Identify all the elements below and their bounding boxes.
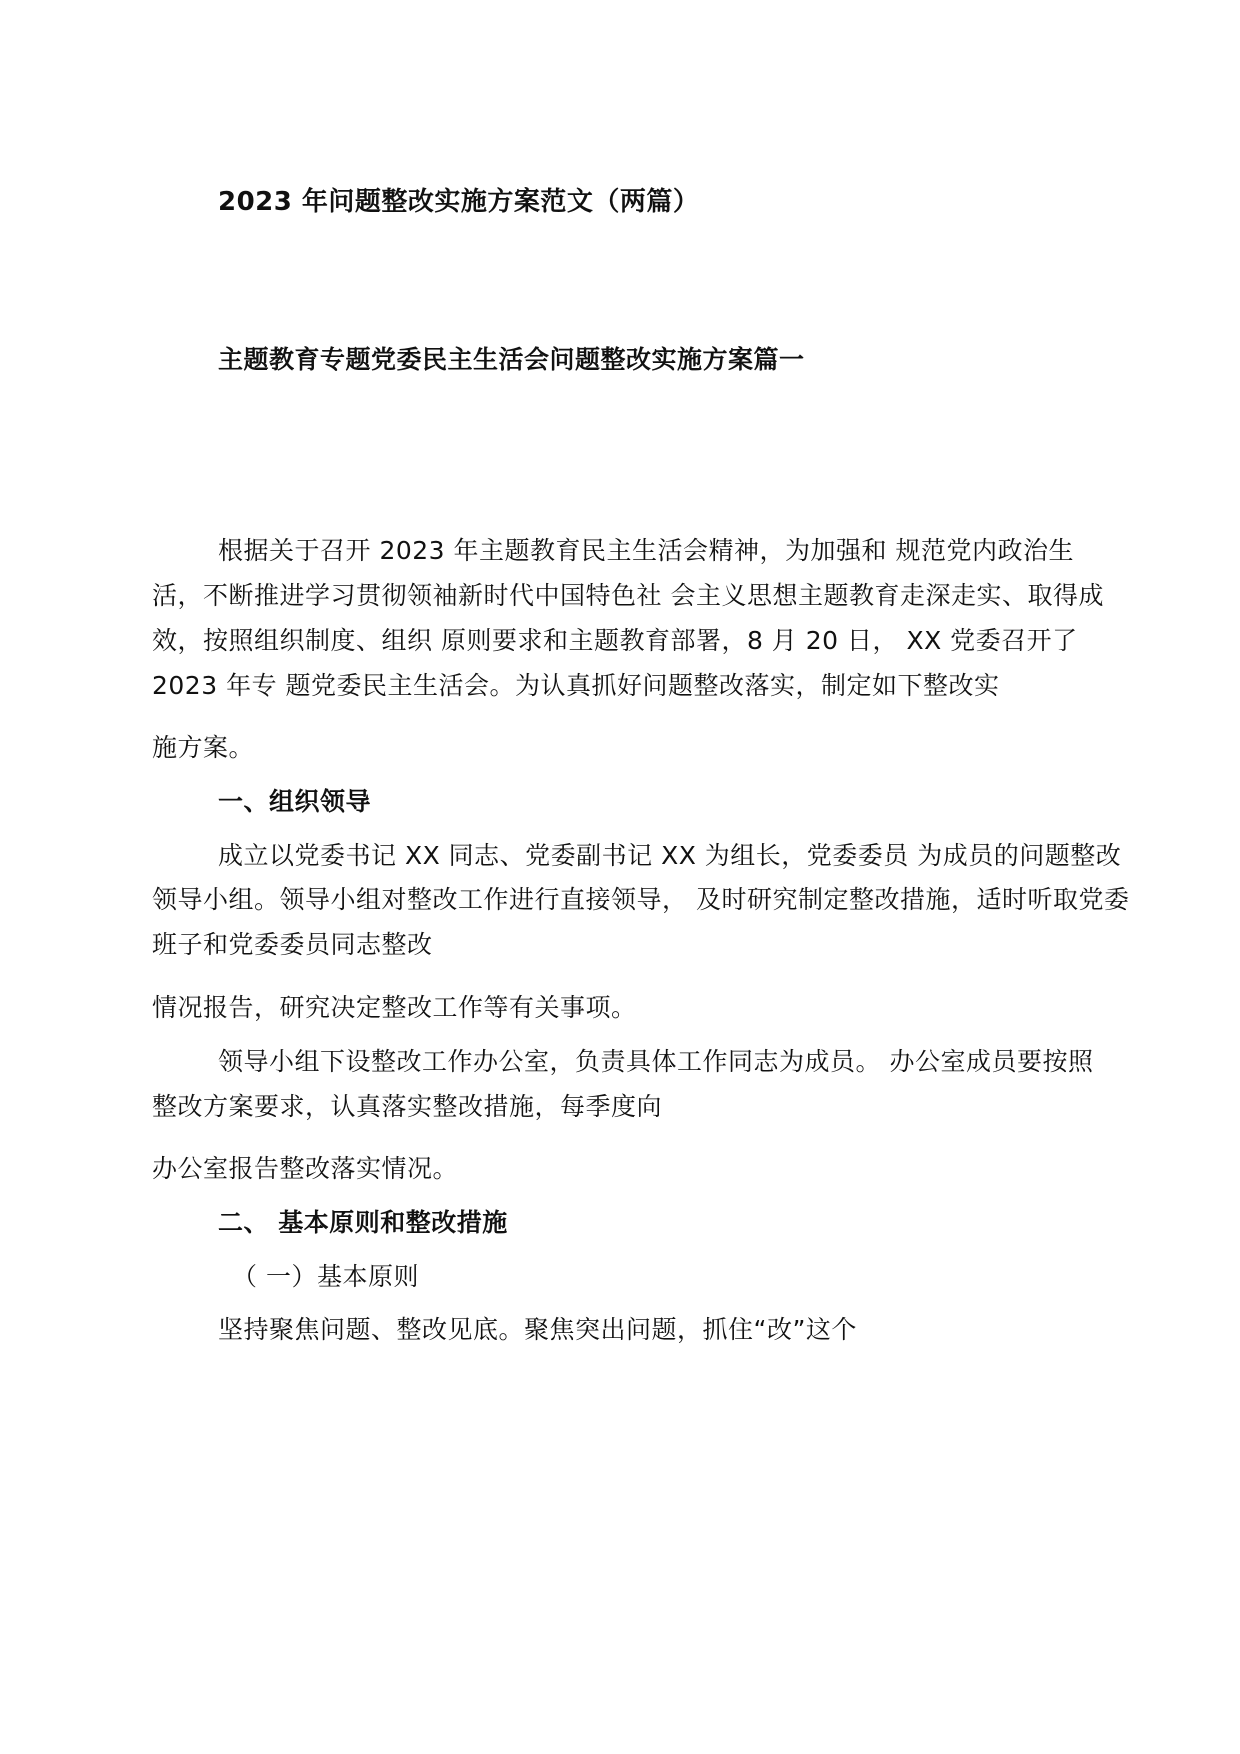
paragraph-line: 施方案。 xyxy=(152,733,255,762)
paragraph-line: 情况报告，研究决定整改工作等有关事项。 xyxy=(152,993,637,1022)
paragraph-line: 2023 年专 题党委民主生活会。为认真抓好问题整改落实，制定如下整改实 xyxy=(152,671,1000,700)
section-heading: 二、 基本原则和整改措施 xyxy=(218,1208,508,1237)
paragraph-line: 坚持聚焦问题、整改见底。聚焦突出问题，抓住“改”这个 xyxy=(218,1315,857,1344)
paragraph-line: 班子和党委委员同志整改 xyxy=(152,930,433,959)
paragraph-line: 根据关于召开 2023 年主题教育民主生活会精神，为加强和 规范党内政治生 xyxy=(218,536,1074,565)
paragraph-line: 活，不断推进学习贯彻领袖新时代中国特色社 会主义思想主题教育走深走实、取得成 xyxy=(152,581,1104,610)
subsection-heading: （ 一）基本原则 xyxy=(232,1262,419,1291)
paragraph-line: 效，按照组织制度、组织 原则要求和主题教育部署，8 月 20 日， XX 党委召开了 xyxy=(152,626,1078,655)
paragraph-line: 整改方案要求，认真落实整改措施，每季度向 xyxy=(152,1092,663,1121)
paragraph-line: 领导小组下设整改工作办公室，负责具体工作同志为成员。 办公室成员要按照 xyxy=(218,1047,1094,1076)
paragraph-line: 办公室报告整改落实情况。 xyxy=(152,1154,459,1183)
paragraph-line: 领导小组。领导小组对整改工作进行直接领导， 及时研究制定整改措施，适时听取党委 xyxy=(152,885,1130,914)
document-title: 2023 年问题整改实施方案范文（两篇） xyxy=(218,187,700,217)
paragraph-line: 成立以党委书记 XX 同志、党委副书记 XX 为组长，党委委员 为成员的问题整改 xyxy=(218,841,1122,870)
section-heading: 一、组织领导 xyxy=(218,787,372,816)
document-subtitle: 主题教育专题党委民主生活会问题整改实施方案篇一 xyxy=(218,345,805,374)
